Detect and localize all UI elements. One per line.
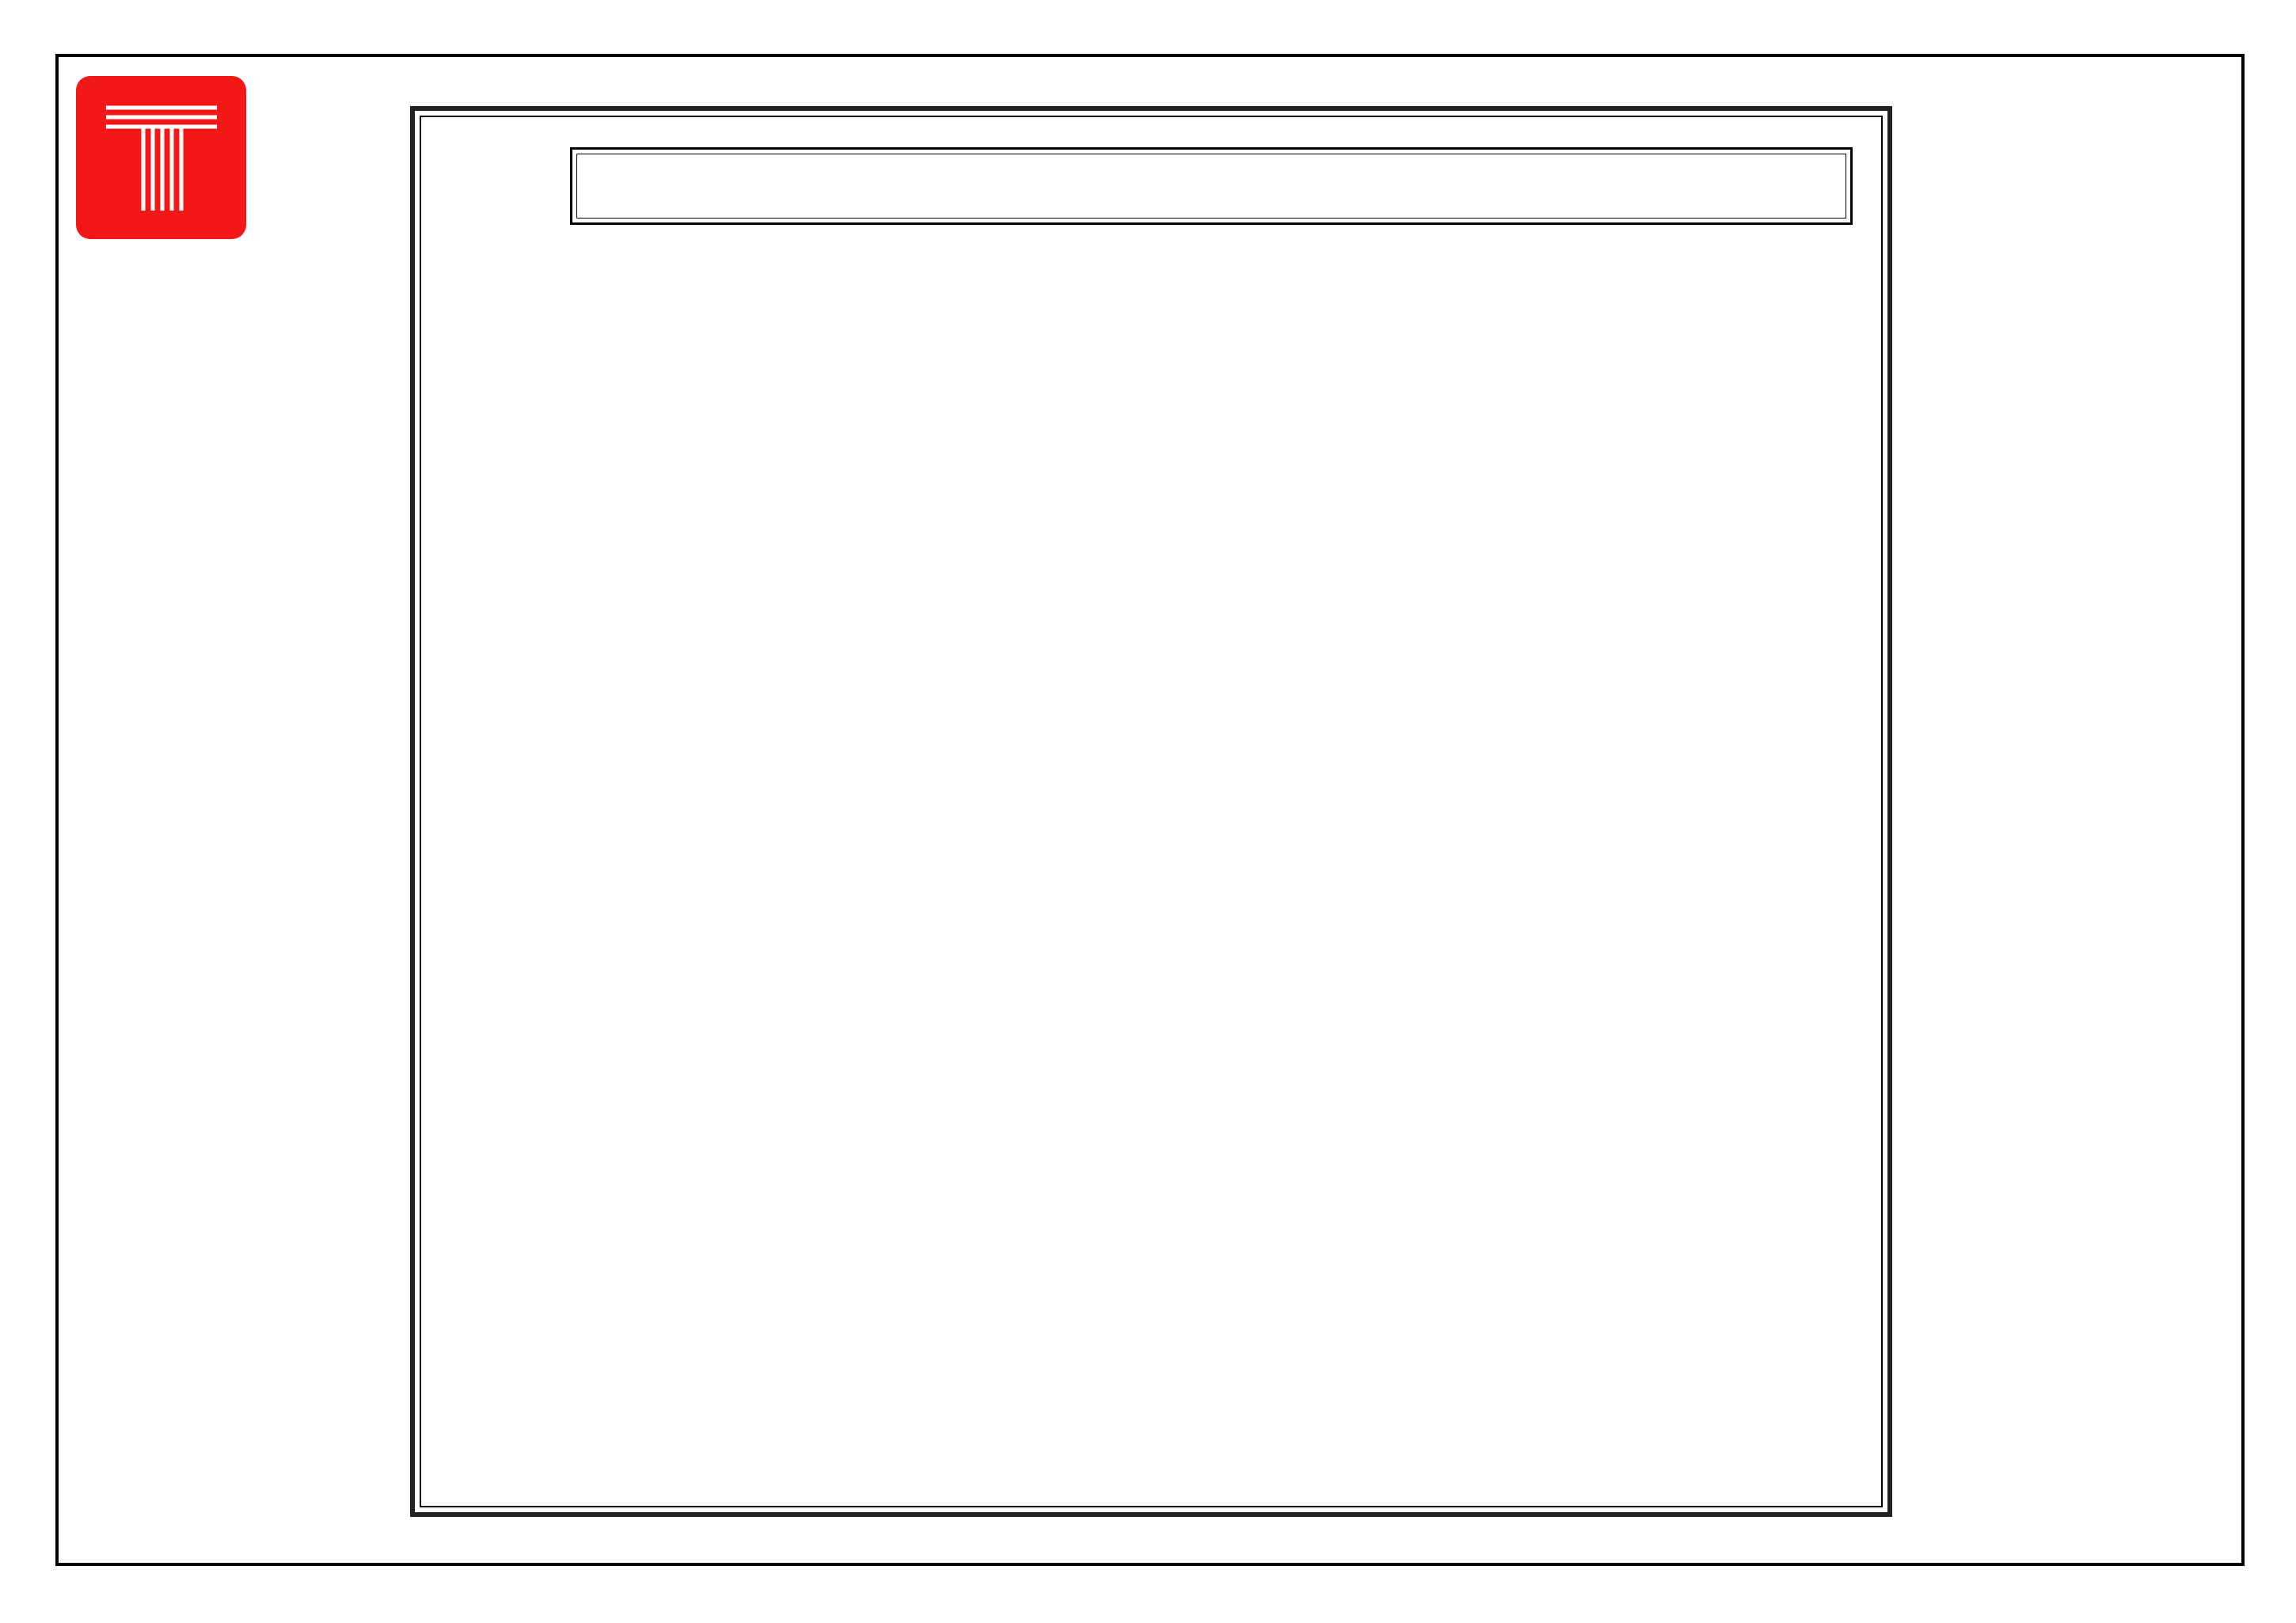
table-sheet: [410, 106, 1892, 1517]
column-logo-icon: [76, 76, 246, 239]
table-title: [570, 147, 1853, 225]
rose-logo-mark: [76, 76, 246, 239]
